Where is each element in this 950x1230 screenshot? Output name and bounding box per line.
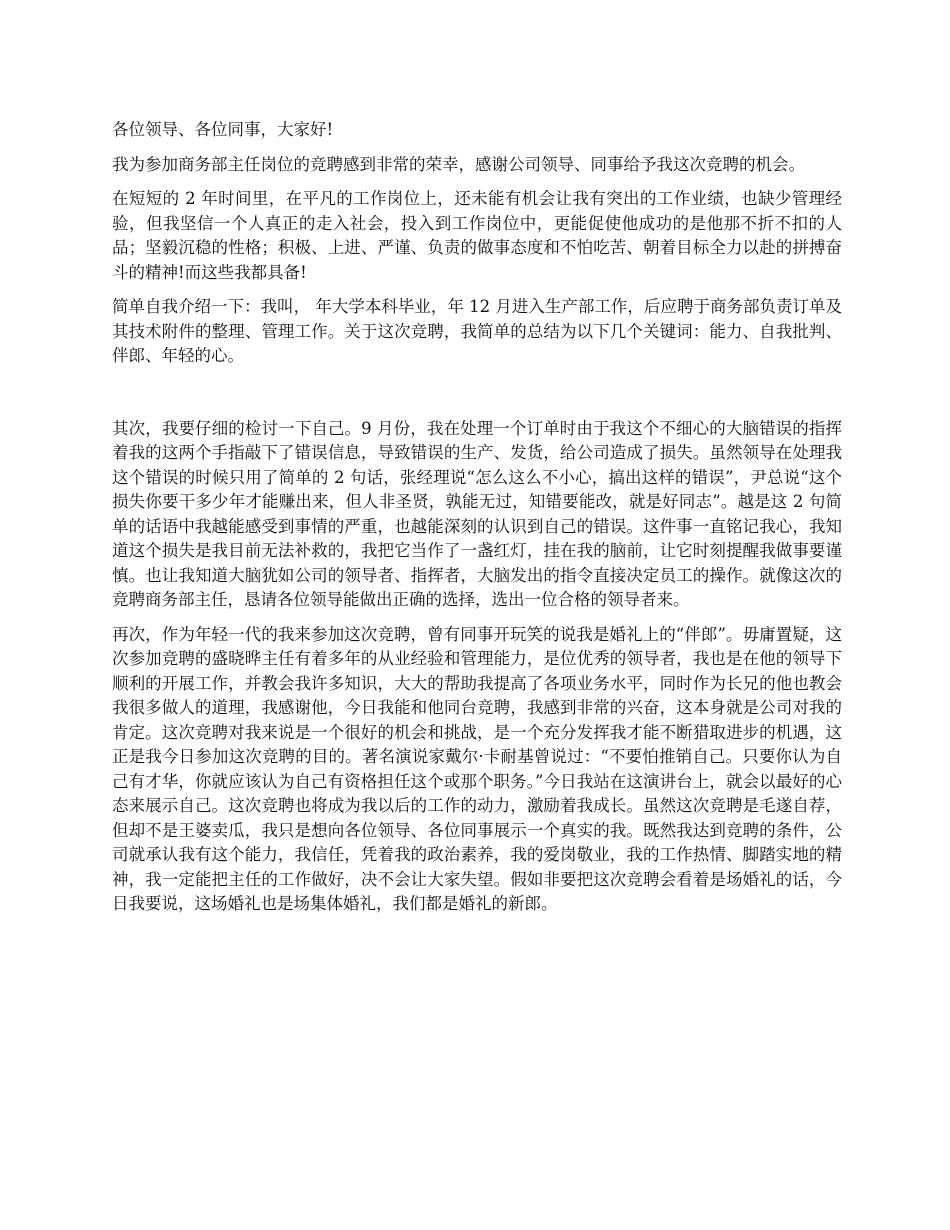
self-review-paragraph: 其次，我要仔细的检讨一下自己。9 月份，我在处理一个订单时由于我这个不细心的大脑错误的指挥着我的这两个手指敲下了错误信息，导致错误的生产、发货，给公司造成了损失。虽然领导在处理我这个错误的时候只用了简单的 2 句话，张经理说“怎么这么不小心，搞出这样的错误”，尹总说“这个损失你要干多少年才能赚出来，但人非圣贤，孰能无过，知错要能改，就是好同志”。越是这 2 句简单的话语中我越能感受到事情的严重，也越能深刻的认识到自己的错误。这件事一直铭记我心，我知道这个损失是我目前无法补救的，我把它当作了一盏红灯，挂在我的脑前，让它时刻提醒我做事要谨慎。也让我知道大脑犹如公司的领导者、指挥者，大脑发出的指令直接决定员工的操作。就像这次的竞聘商务部主任，恳请各位领导能做出正确的选择，选出一位合格的领导者来。 xyxy=(112,418,842,609)
greeting-paragraph: 各位领导、各位同事，大家好! xyxy=(112,120,334,139)
self-introduction-paragraph: 简单自我介绍一下：我叫， 年大学本科毕业，年 12 月进入生产部工作，后应聘于商务部负责订单及其技术附件的整理、管理工作。关于这次竞聘，我简单的总结为以下几个关键词：能力、自我批判、伴郎、年轻的心。 xyxy=(112,297,842,365)
document-page xyxy=(112,118,842,927)
blank-space xyxy=(112,379,842,417)
intro-paragraph: 我为参加商务部主任岗位的竞聘感到非常的荣幸，感谢公司领导、同事给予我这次竞聘的机会。 xyxy=(112,154,805,174)
experience-paragraph: 在短短的 2 年时间里，在平凡的工作岗位上，还未能有机会让我有突出的工作业绩，也缺少管理经验，但我坚信一个人真正的走入社会，投入到工作岗位中，更能促使他成功的是他那不折不扣的人品；坚毅沉稳的性格；积极、上进、严谨、负责的做事态度和不怕吃苦、朝着目标全力以赴的拼搏奋斗的精神!而这些我都具备! xyxy=(112,189,842,282)
best-man-paragraph: 再次，作为年轻一代的我来参加这次竞聘，曾有同事开玩笑的说我是婚礼上的“伴郎”。毋庸置疑，这次参加竞聘的盛晓晔主任有着多年的从业经验和管理能力，是位优秀的领导者，我也是在他的领导下顺利的开展工作，并教会我许多知识，大大的帮助我提高了各项业务水平，同时作为长兄的他也教会我很多做人的道理，我感谢他，今日我能和他同台竞聘，我感到非常的兴奋，这本身就是公司对我的肯定。这次竞聘对我来说是一个很好的机会和挑战，是一个充分发挥我才能不断猎取进步的机遇，这正是我今日参加这次竞聘的目的。著名演说家戴尔·卡耐基曾说过：“不要怕推销自己。只要你认为自己有才华，你就应该认为自己有资格担任这个或那个职务。”今日我站在这演讲台上，就会以最好的心态来展示自己。这次竞聘也将成为我以后的工作的动力，激励着我成长。虽然这次竞聘是毛遂自荐，但却不是王婆卖瓜，我只是想向各位领导、各位同事展示一个真实的我。既然我达到竞聘的条件，公司就承认我有这个能力，我信任，凭着我的政治素养，我的爱岗敬业，我的工作热情、脚踏实地的精神，我一定能把主任的工作做好，决不会让大家失望。假如非要把这次竞聘会看着是场婚礼的话，今日我要说，这场婚礼也是场集体婚礼，我们都是婚礼的新郎。 xyxy=(112,624,842,913)
